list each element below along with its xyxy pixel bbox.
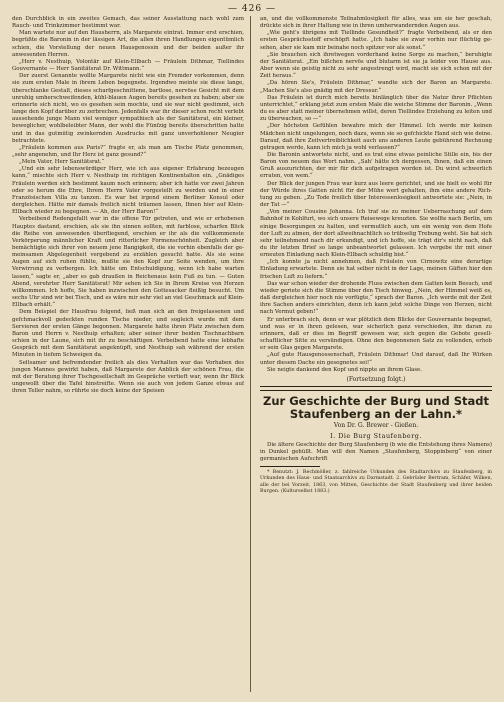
paragraph: „Herr v. Nesthuip, Volontär auf Klein-Ellbach — Fräulein Dithmar, Tiellindes Gouvernante — Herr Sanitätsrat Dr. Wittmann.“ [12,58,244,73]
paragraph: Dem Beispiel der Hausfrau folgend, ließ man sich an den freigelassenen und gefchmackvoll gedeckten runden Tische nieder, und sogleich wurde mit dem Servieren der ersten Gänge begonnen. Margarete hatte ihren Platz zwischen dem Baron und Herrn v. Nesthuip erhalten; aber seiner ihrer beiden Tischnachbarn schien in der Laune, sich mit ihr zu beschäftigen. Verbeibend hatte eine lebhafte Gespräch mit dem Sanitätsrat angeknüpft, und Nesthuip sah während der ersten Minuten in tiefem Schweigen da. [12,309,244,359]
article-title: Zur Geschichte der Burg und Stadt Staufenberg an der Lahn.* [263,393,489,421]
paragraph: Der Blick der jungen Frau war kurz aus leere gerichtet, und sie hielt es wohl für der Würde ihres Gatten nicht für der Mühe wert gehalten, ihm eine andere Richtung zu geben. „Zu Tode freilich über Interessenlosigkeit antwortete sie: „Nein, in der Tat —“ [260,180,492,209]
paragraph: Man wartete nur auf den Hausherrn, als Margarete eintrat. Immer erst erschien, begrüßte die Baronin in der lässigen Art, die allen ihren Handlungen eigentümlich schien, die Vorstellung der neuen Hausgenossin und der beiden außer ihr anwesenden Herren. [12,30,244,58]
paragraph: „Mein Vater, Herr Sanitätsrat.“ [19,159,105,166]
paragraph: Seltsamer und befremdender freilich als dies Verhalten war das Vorhaben des jungen Mannes gewirkt haben, daß Margarete der Anblick der schönen Frau, die mit der Beratung ihrer Tischgesellschaft im Gespräche vertieft war, wenn ihr Blick ungewollt über die Tafel hinstreifte. Wenn sie auch von jedem Ganze etwas auf ihren Teller nahm, so rührte sie doch keine der Speisen [12,359,244,395]
paragraph: „Sie brauchen sich ihretwegen vorderhand keine Sorge zu machen,“ beruhigte der Sanitätsrat. „Ein bißchen nervös und blutarm ist sie ja leider von Hause aus. Aber wenn sie geistig nicht zu sehr angestrengt wird, macht sie sich schon mit der Zeit heraus.“ [260,51,492,80]
left-column [12,16,244,395]
paragraph: Die ältere Geschichte der Burg Staufenberg (b wie die Entstehung ihres Namens) in Dunkel gehüllt. Man will den Namen „Staufenberg, Stoppinberg“ von einer germanischen Aufschrift [260,441,492,463]
paragraph: „Ich konnte ja nicht annehmen, daß Fräulein von Cirnowitz eine derartige Einladung erwartete. Denn sie hat selber nicht in der Lage, meinen Gäften hier den frischen Luft zu liefern.“ [260,259,492,280]
paragraph: an, und die vollkommenste Teilnahmlosigkeit für alles, was um sie her geschah, drückte sich in ihrer Haltung wie in ihren umherwandernden Augen aus. [260,16,492,30]
paragraph: Er unterbrach sich, denn er war plötzlich dem Blicke der Gouvernante begegnet, und was er in ihren gelesen, war sicherlich ganz verschieden, ihn daran zu erinnern, daß er dies im Begriff gewesen war, sich gegen die Gebote gesellschaftlicher Sitte zu versündigen. Ohne den begonnenen Satz zu vollenden, erhob er sein Glas gegen Margarete. [260,316,492,352]
paragraph: Das Fräulein ist durch mich bereits hinlänglich über die Natur ihrer Pflichten unterrichtet,“ erklang jetzt zum ersten Male die weiche Stimme der Baronin. „Wenn du es aber statt meiner übernehmen willst, deren Tiellindes Erziehung zu leiten und zu überwachen, so —“ [260,94,492,123]
paragraph: Verbeibend Redengefallt war in die offene Tür getreten, und wie er erhobenen Hauptes dastand, erschien, als sie ihn sinnen sollten, mit farblose, scharfen Blick die Reihe von anwesenden überfliegend, erschien er ihr als die vollkommenste Verkörperung männlicher Kraft und ritterlicher Formenschönheit. Zugleich aber bemächtigte sich ihrer von neuem jene Bangigkeit, die sie vorhin ebenfalls der gemeinsamen Abgelegenheit vergebend zu erzählen gesucht hatte. Als sie seine Augen auf sich ruhen fühlte, mußte sie den Kopf zur Seite wenden, um ihre Verwirrung zu verbergen. Ich hätte um Entschuldigung, wenn ich habe warten lassen,“ sagte er, „aber es gab draußen in Reichenaus kein Fuß zu tun. — Guten Abend, verehrter Herr Sanitätsrat! Mir sehen ich Sie in Ihrem Kreise von Herzen willkommen. Ich hoffe, Sie haben inzwischen den Gottesacker fleißig besucht. Um sechs Uhr sind wir bei Tisch, und es wäre mir sehr viel an viel Geschmack auf Klein-Ellbach erhält.“ [12,216,244,309]
paragraph: „Wie geht's übrigens mit Tiellinde Gesundheit?“ fragte Verbeibend, als er den ersten Gesprächsstoff erschöpft hatte. „Ich habe sie zwar vorhin nur flüchtig gesehen, aber sie kam mir beinahe noch spitzer vor als sonst.“ [260,30,492,51]
column-divider [250,16,251,692]
paragraph: „Auf gute Hausgenossenschaft, Fräulein Dithmar! Und darauf, daß Ihr Wirken unter diesem Dache ein gesegnetes sei!“ [260,352,492,366]
paragraph: Der zuerst Genannte wollte Margarete nicht wie ein Fremder vorkommen, denn sie zum ersten Male in ihrem Leben begegnete. Irgendwo meinte sie diese lange, überschlanke Gestalt, dieses scharfgeschnittene, bartlose, nervöse Gesicht mit dem unruhig umherschweifenden, kühl-blauen Augen bereits gesehen zu haben; aber sie erinnerte sich nicht, wo es gesehen sein mochte, und sie war nicht gestimmt, sich lange den Kopf darüber zu zerbrechen. Jedenfalls war ihr dieser schon recht verlebt aussehende junge Mann viel weniger sympathisch als der Sanitätsrat, ein kleiner, beweglicher, wohlbeleibter Mann, der wohl die Fünfzig bereits überschritten hatte und in das gutmütig zwinkernden Ausdrucks mit ganz unverhohlener Neugier betrachtete. [12,73,244,144]
paragraph: den Durchblick in ein zweites Gemach, das seiner Ausstattung nach wohl zum Rauch- und Trinkzimmer bestimmt war. [12,16,244,30]
continuation-note: (Fortsetzung folgt.) [346,375,406,383]
article-author: Von Dr. G. Brewer - Gießen. [333,421,419,429]
footnote: * Benutzt: J. Rechmöller, z. fahlreiche Urkunden des Stadtarchivs zu Staufenberg, in Urkunden des Haus- und Staatsarchivs zu Darmstadt. 2. Gebrüder Bertram, Schäfer, Wilken, alle der bei Vorzeit, 1863, von Mitten, Geschichte der Stadt Staufenberg und ihrer beiden Burgen. (Kulturselbst 1883.) [260,470,492,494]
section-heading: I. Die Burg Staufenberg. [330,431,422,440]
page-number: — 426 — [228,4,276,14]
paragraph: „Fräulein kommen aus Paris?“ fragte er, als man am Tische Platz genommen, „sehr angenehm, und Ihr Herz ist ganz gesund?“ [12,144,244,158]
paragraph: Sie neigte dankend den Kopf und nippte an ihrem Glase. [267,366,422,373]
paragraph: „Da hören Sie's, Fräulein Dithmar,“ wandte sich der Baron an Margarete. „Machen Sie's also gnädig mit der Dressur.“ [260,80,492,94]
paragraph: Die Baronin antwortete nicht, und es trat eine etwas peinliche Stille ein, bis der Baron von neuem das Wort nahm. „Sah' hätte ich dergessen, Ihnen, daß ein einen Gruß auszurichten, der mir für dich aufgetragen worden ist. Du wirst schwerlich erraten, von wem.“ [260,151,492,180]
right-column [260,16,492,495]
paragraph: „Von meiner Cousine Johanna. Ich traf sie zu meiner Ueberraschung auf dem Bahnhof in Kohlfurt, wo sich unsere Reisewege kreuzten. Sie wollte nach Berlin, um einige Besorgungen zu halten, und vermutlich auch, um ein wenig von dem Hofe der Luft zu atmen, der dort allweihnachtlich so trübselig Trebung weht. Sie hat sich sehr teilnehmend nach dir erkundigt, und ich hoffe, sie trägt dir's nicht nach, daß du ihr letzten Brief so lange unbeantwortet gelassen. Ich vergebe ihr mit einer erneuten Einladung nach Klein-Ellbach schuldig bist.“ [260,209,492,259]
paragraph: „Und ein sehr lebenswürdiger Herr, wie ich aus eigener Erfahrung bezeugen kann,“ mischte sich Herr v. Nesthuip im richtigen Kontinentalton ein. „Gnädiges Fräulein werden sich bestimmt kaum noch erinnern; aber ich hatte vor zwei Jahren oder so herum die Ehre, Ihrem Herrn Vater vorgestellt zu werden und in einer Französischen Villa zu tanzen. Es war bei irgend einem Berliner Konsul oder dergleichen. Hätte mir damals freilich nicht träumen lassen, Ihnen hier auf Klein-Ellbach wieder zu begegnen. — Ah, der Herr Baron!“ [12,166,244,216]
section-rule [260,386,492,391]
paragraph: „Der höchsten Gefühlen bewahre mich der Himmel. Ich werde mir keinen Mädchen nicht ungelungen, noch dazu, wenn sie so gefchickte Hand sich wie deine. Darauf, daß ihre Zeitvertreiblichkeit auch uns anderen Leute gebührend Rechnung getragen werde, kann ich mich ja wohl verlassen?“ [260,123,492,151]
paragraph: Das war schon wieder der drohende Fluss zwischen dem Gatten kein Besuch, und wieder geriete sich die Stimme über den Tisch hinweg. „Nein, der Himmel weiß es, daß dergleichen hier noch nie vorfügte,“ sprach der Baron. „Ich werde mit der Zeit ihre Sachen anders einrichten, denn ich kann jetzt solche Dinge von Herzen, nicht nach Vermut geben!“ [260,280,492,316]
footnote-rule [260,466,320,467]
